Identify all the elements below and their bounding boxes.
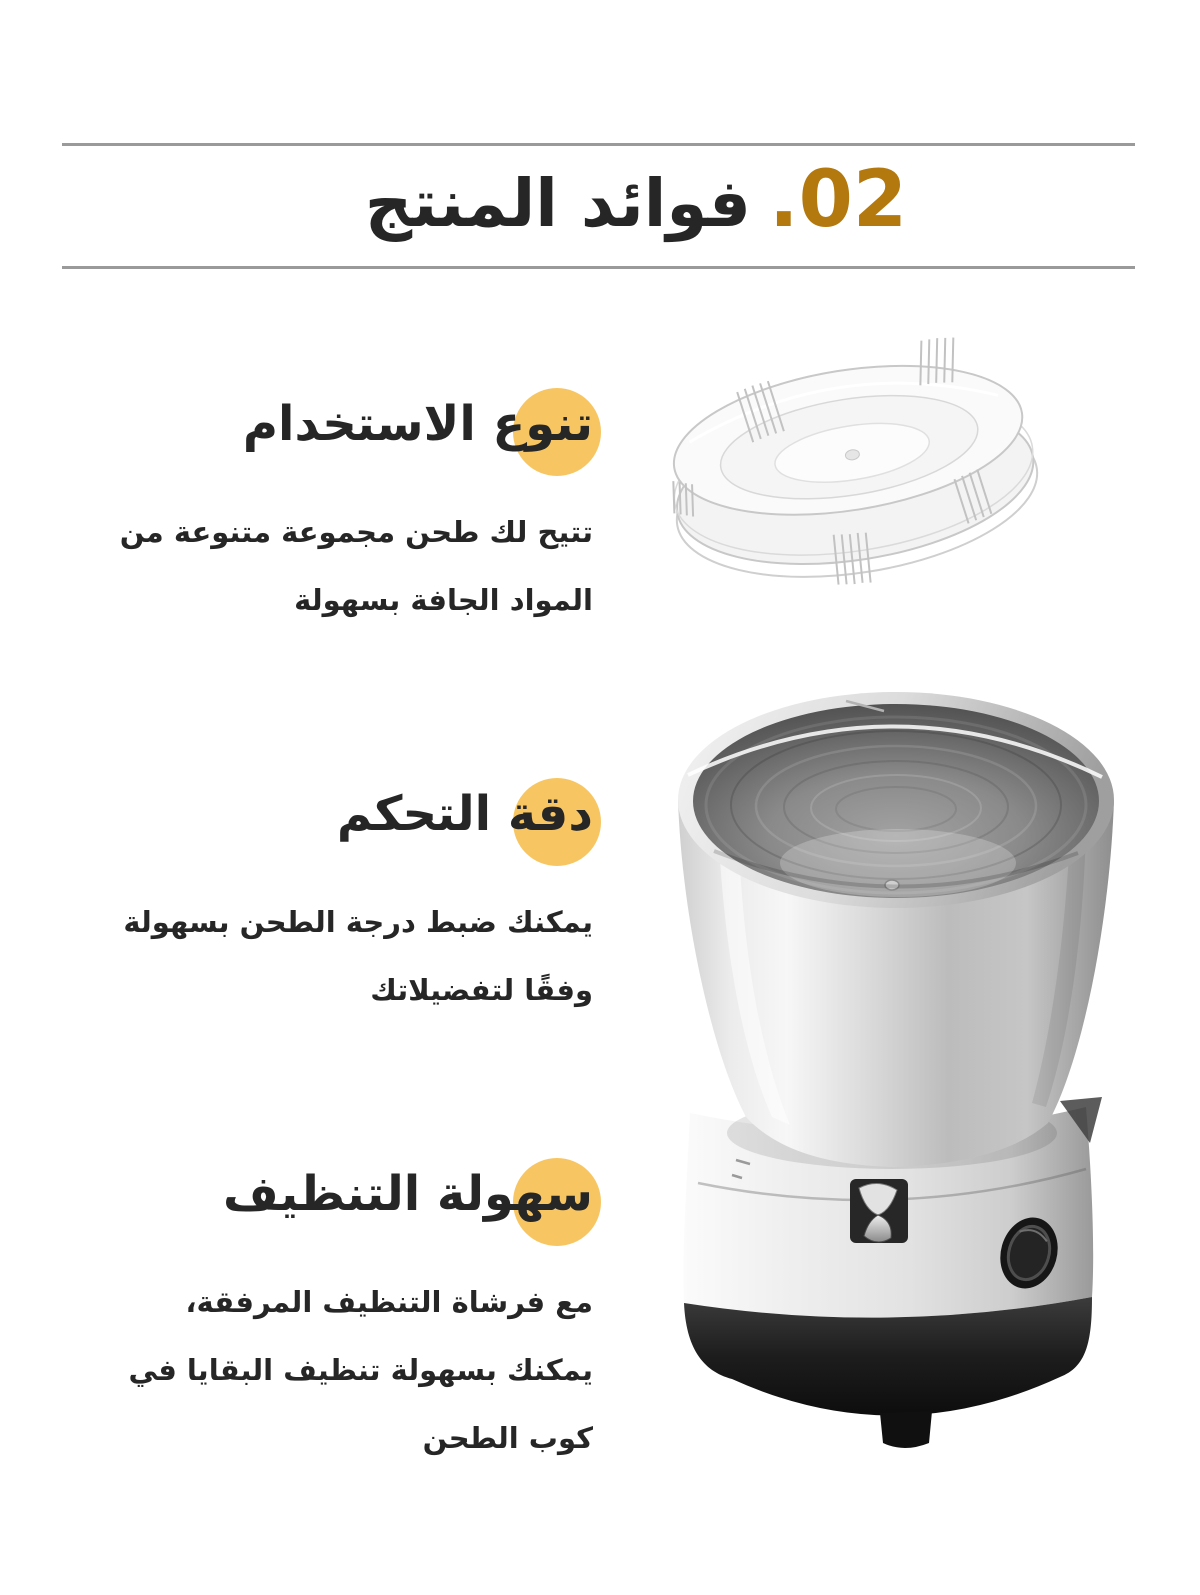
divider-bottom <box>62 266 1135 269</box>
benefit-line: المواد الجافة بسهولة <box>294 583 593 617</box>
benefit-title: تنوع الاستخدام <box>242 396 593 452</box>
benefit-section-control <box>113 778 593 1024</box>
grinder-cup <box>678 692 1114 1167</box>
header-title-row <box>36 150 1200 254</box>
benefit-line: تتيح لك طحن مجموعة متنوعة من <box>119 515 593 549</box>
benefit-body <box>113 1268 593 1472</box>
benefit-title: سهولة التنظيف <box>222 1166 593 1222</box>
grinder-foot <box>684 1297 1092 1448</box>
benefit-line: مع فرشاة التنظيف المرفقة، <box>185 1285 593 1319</box>
grinder-body-image <box>640 655 1140 1475</box>
benefit-section-versatility <box>113 388 593 634</box>
benefit-body <box>113 888 593 1024</box>
grinder-lid-image <box>655 335 1050 607</box>
divider-top <box>62 143 1135 146</box>
section-number: .02 <box>769 155 908 245</box>
benefit-line: وفقًا لتفضيلاتك <box>370 973 593 1007</box>
benefit-line: كوب الطحن <box>422 1421 593 1455</box>
lid-latch <box>850 1179 908 1243</box>
benefit-section-cleaning <box>113 1158 593 1472</box>
foot-notch <box>880 1411 932 1448</box>
page-title: فوائد المنتج <box>364 165 751 242</box>
benefit-title: دقة التحكم <box>336 786 593 842</box>
lid-shape <box>655 335 1050 607</box>
benefit-line: يمكنك بسهولة تنظيف البقايا في <box>128 1353 593 1387</box>
benefit-line: يمكنك ضبط درجة الطحن بسهولة <box>123 905 593 939</box>
benefit-body <box>113 498 593 634</box>
